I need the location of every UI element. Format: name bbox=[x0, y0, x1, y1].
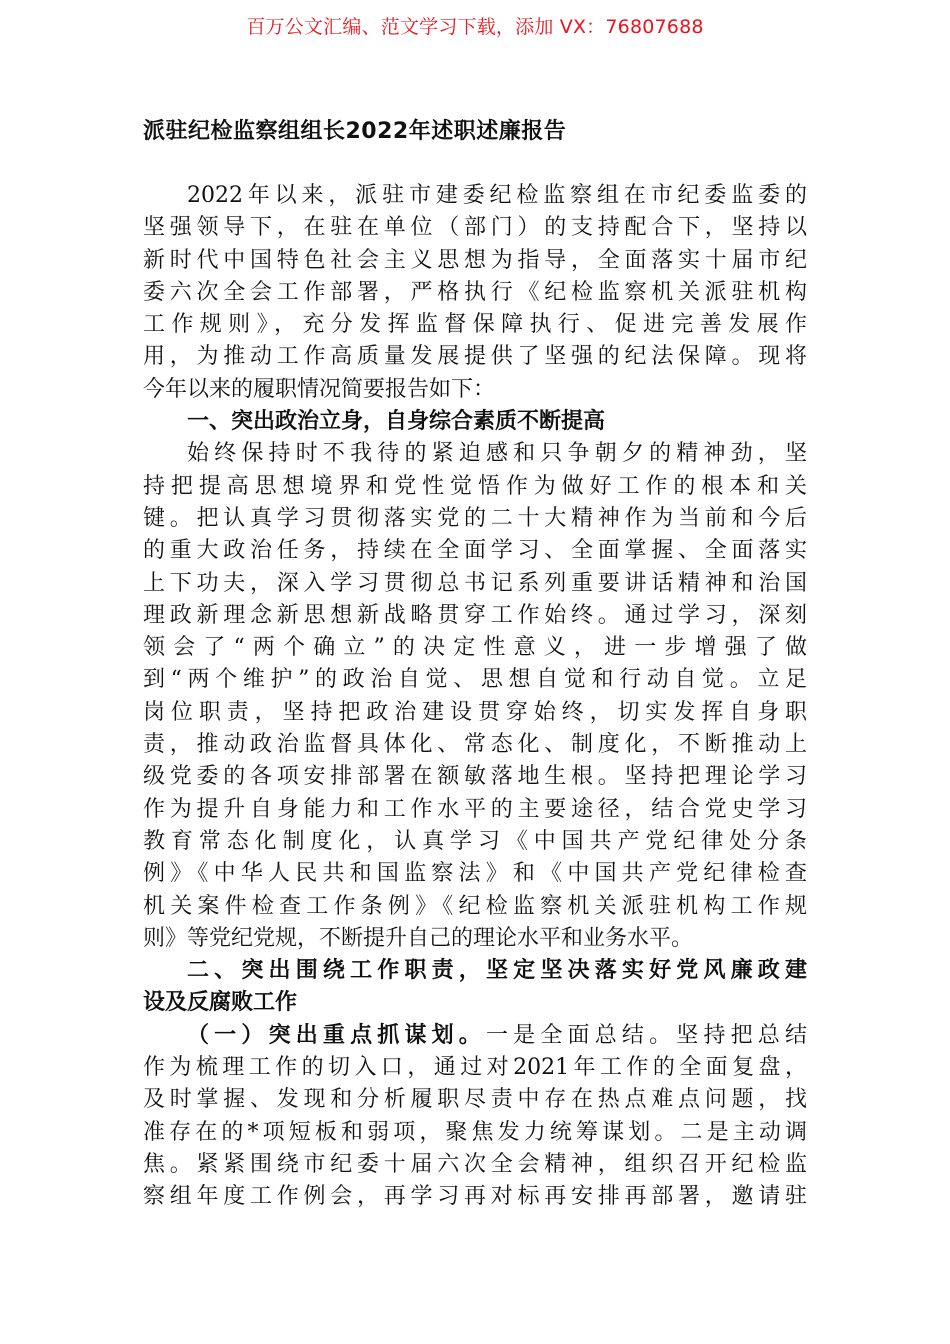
paragraph-line: 上下功夫，深入学习贯彻总书记系列重要讲话精神和治国 bbox=[143, 570, 807, 596]
paragraph-line: 教育常态化制度化，认真学习《中国共产党纪律处分条 bbox=[143, 828, 807, 854]
paragraph-line: 领会了“两个确立”的决定性意义，进一步增强了做 bbox=[143, 635, 807, 661]
paragraph-line: 焦。紧紧围绕市纪委十届六次全会精神，组织召开纪检监 bbox=[143, 1151, 807, 1177]
paragraph-line: 级党委的各项安排部署在额敏落地生根。坚持把理论学习 bbox=[143, 764, 807, 790]
paragraph-line: 坚强领导下，在驻在单位（部门）的支持配合下，坚持以 bbox=[143, 215, 807, 241]
section-heading-2-cont: 设及反腐败工作 bbox=[143, 990, 298, 1016]
paragraph-line: 持把提高思想境界和党性觉悟作为做好工作的根本和关 bbox=[143, 473, 807, 499]
document-page bbox=[143, 114, 807, 1214]
paragraph-line: 岗位职责，坚持把政治建设贯穿始终，切实发挥自身职 bbox=[143, 699, 807, 725]
paragraph-line: 工作规则》，充分发挥监督保障执行、促进完善发展作 bbox=[143, 312, 807, 338]
paragraph-line: 机关案件检查工作条例》《纪检监察机关派驻机构工作规 bbox=[143, 893, 807, 919]
paragraph-line: 作为提升自身能力和工作水平的主要途径，结合党史学习 bbox=[143, 796, 807, 822]
paragraph-line: 责，推动政治监督具体化、常态化、制度化，不断推动上 bbox=[143, 732, 807, 758]
paragraph-line: 作为梳理工作的切入口，通过对2021年工作的全面复盘， bbox=[143, 1055, 807, 1081]
paragraph-line: 察组年度工作例会，再学习再对标再安排再部署，邀请驻 bbox=[143, 1184, 807, 1210]
paragraph-line: 到“两个维护”的政治自觉、思想自觉和行动自觉。立足 bbox=[143, 667, 807, 693]
paragraph-line: 委六次全会工作部署，严格执行《纪检监察机关派驻机构 bbox=[143, 279, 807, 305]
subsection-heading-1: （一）突出重点抓谋划。 bbox=[187, 1022, 486, 1048]
subsection-text: 一是全面总结。坚持把总结 bbox=[486, 1022, 807, 1048]
paragraph-line: 的重大政治任务，持续在全面学习、全面掌握、全面落实 bbox=[143, 538, 807, 564]
document-body bbox=[143, 180, 807, 1214]
paragraph-line: 例》《中华人民共和国监察法》和《中国共产党纪律检查 bbox=[143, 861, 807, 887]
section-heading-1: 一、突出政治立身，自身综合素质不断提高 bbox=[187, 409, 606, 435]
watermark-banner: 百万公文汇编、范文学习下载，添加 VX：76807688 bbox=[246, 16, 704, 38]
paragraph-line: 2022年以来，派驻市建委纪检监察组在市纪委监委的 bbox=[187, 183, 807, 208]
paragraph-line: 始终保持时不我待的紧迫感和只争朝夕的精神劲，坚 bbox=[187, 441, 807, 467]
paragraph-line: 则》等党纪党规，不断提升自己的理论水平和业务水平。 bbox=[143, 925, 694, 951]
paragraph-line: 今年以来的履职情况简要报告如下： bbox=[143, 376, 496, 402]
paragraph-line: 及时掌握、发现和分析履职尽责中存在热点难点问题，找 bbox=[143, 1087, 807, 1113]
paragraph-line: 键。把认真学习贯彻落实党的二十大精神作为当前和今后 bbox=[143, 505, 807, 531]
document-title: 派驻纪检监察组组长2022年述职述廉报告 bbox=[143, 119, 567, 144]
subsection-first-line bbox=[143, 1020, 807, 1052]
section-heading-2: 二、突出围绕工作职责，坚定坚决落实好党风廉政建 bbox=[187, 958, 807, 984]
paragraph-line: 准存在的*项短板和弱项，聚焦发力统筹谋划。二是主动调 bbox=[143, 1119, 807, 1145]
paragraph-line: 用，为推动工作高质量发展提供了坚强的纪法保障。现将 bbox=[143, 344, 807, 370]
paragraph-line: 理政新理念新思想新战略贯穿工作始终。通过学习，深刻 bbox=[143, 602, 807, 628]
paragraph-line: 新时代中国特色社会主义思想为指导，全面落实十届市纪 bbox=[143, 247, 807, 273]
